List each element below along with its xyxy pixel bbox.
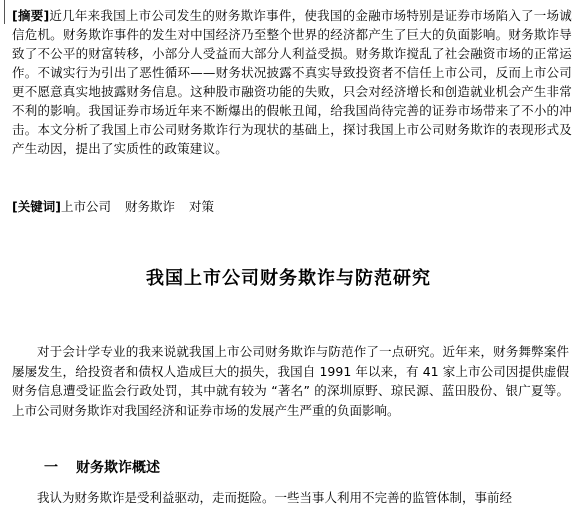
intro-paragraph: 对于会计学专业的我来说就我国上市公司财务欺诈与防范作了一点研究。近年来，财务舞弊案件屡屡发生，给投资者和债权人造成巨大的损失，我国自 1991 年以来，有 41 家上市公司因提供虚假财务信息遭受证监会行政处罚，其中就有较为 “著名” 的深圳原野、琼民源、蓝田股份、银广夏等。上市公司财务欺诈对我国经济和证券市场的发展产生严重的负面影响。 xyxy=(12,344,569,418)
abstract-tag: [摘要] xyxy=(12,8,50,23)
text-cursor-rule xyxy=(4,0,5,24)
keywords-line xyxy=(12,197,572,216)
section-heading xyxy=(44,457,160,477)
keyword-item: 财务欺诈 xyxy=(124,199,175,214)
abstract-text: 近几年来我国上市公司发生的财务欺诈事件，使我国的金融市场特别是证券市场陷入了一场诚信危机。财务欺诈事件的发生对中国经济乃至整个世界的经济都产生了巨大的负面影响。财务欺诈导致了不公平的财富转移，小部分人受益而大部分人利益受损。财务欺诈搅乱了社会融资市场的正常运作。不诚实行为引出了恶性循环——财务状况披露不真实导致投资者不信任上市公司，反而上市公司更不愿意真实地披露财务信息。这种股市融资功能的失败，只会对经济增长和创造就业机会产生非常不利的影响。我国证券市场近年来不断爆出的假帐丑闻，给我国尚待完善的证券市场带来了不小的冲击。本文分析了我国上市公司财务欺诈行为现状的基础上，探讨我国上市公司财务欺诈的表现形式及产生动因，提出了实质性的政策建议。 xyxy=(12,8,572,156)
section-title: 财务欺诈概述 xyxy=(76,460,160,476)
abstract-paragraph xyxy=(12,6,572,158)
keyword-item: 对策 xyxy=(188,199,214,214)
section-paragraph: 我认为财务欺诈是受利益驱动，走而挺险。一些当事人利用不完善的监管体制，事前经 xyxy=(37,490,513,505)
section-number: 一 xyxy=(44,460,58,476)
keywords-tag: [关键词] xyxy=(12,199,61,214)
paper-title: 我国上市公司财务欺诈与防范研究 xyxy=(146,268,431,289)
keyword-item: 上市公司 xyxy=(60,199,111,214)
